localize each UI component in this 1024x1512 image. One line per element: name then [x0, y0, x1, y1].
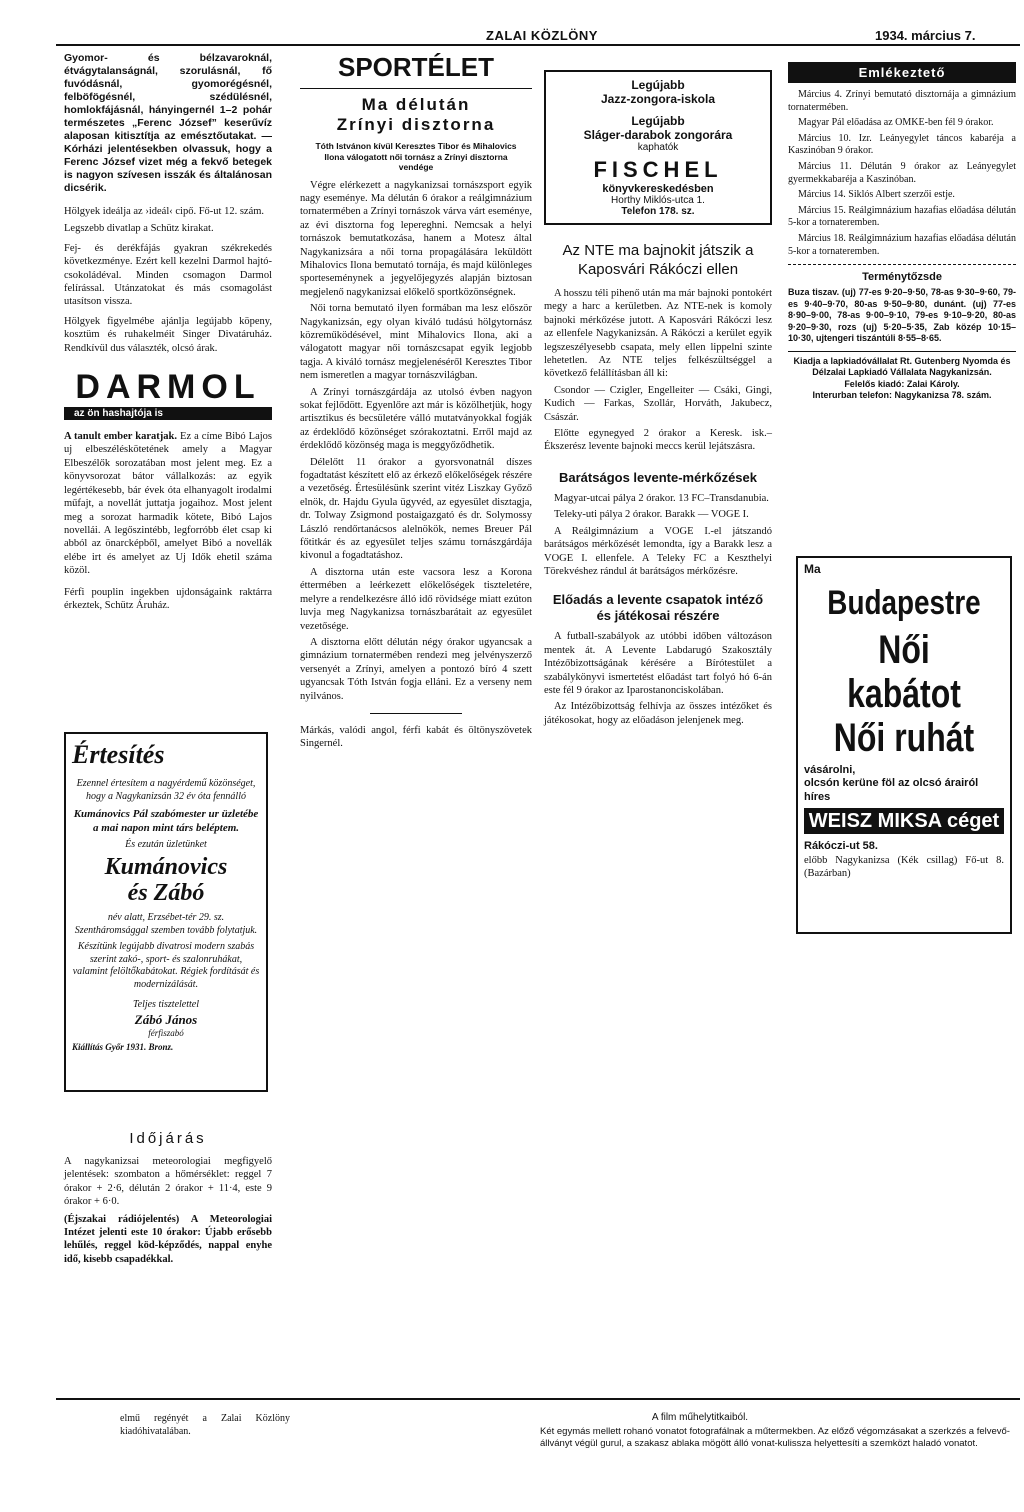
termeny-rule	[788, 351, 1016, 352]
sport-divider	[370, 713, 462, 714]
ad-ferenc-jozsef: Gyomor- és bélzavaroknál, étvágytalanságnál, szorulásnál, fő fuvódásnál, gyomorégésnél, felböfögésnél, szédülésnél, homlokfájásnál, hányingernél 1–2 pohár természetes „Ferenc József” keserűvíz alaposan kitisztítja az emésztőutakat. — Kórházi jelentésekben olvassuk, hogy a Ferenc József vizet még a fekvő betegek is nagyon szívesen isszák és általánosan dicsérik.	[64, 52, 272, 194]
weather-section	[64, 1130, 272, 1266]
nte-p1: A hosszu téli pihenő után ma már bajnoki pontokért megy a harc a kerületben. Az NTE-nek is komoly bajnoki mérkőzése jutott. A Kaposvári Rákóczi lesz az ellenfele Nagykanizsán. A Rákóczi a kerület egyik legszeszélyesebb csapata, mely ellen lippelni szinte lehetetlen. Az NTE teljes felkészültséggel a következő felállításban áll ki:	[544, 288, 772, 380]
nte-p2: Csondor — Czigler, Engelleiter — Csáki, Gingi, Kudich — Farkas, Szollár, Horváth, Jakubecz, Császár.	[544, 384, 772, 423]
barat-p2: Teleky-uti pálya 2 órakor. Barakk — VOGE I.	[554, 509, 749, 521]
notice-signer-title: férfiszabó	[148, 1028, 184, 1038]
weisz-vasarol: vásárolni,	[804, 764, 856, 776]
ad-singer: Hölgyek figyelmébe ajánlja legújabb köpeny, kosztüm és ruhakelméit Singer Divatáruház. Rendkívül dus választék, olcsó árak.	[64, 315, 272, 354]
masthead-rule	[56, 44, 1020, 46]
termeny-title: Terménytőzsde	[862, 271, 942, 284]
sport-headline-1: Ma délután	[361, 95, 471, 114]
weisz-ma: Ma	[804, 562, 821, 576]
bibo-text: Ez a címe Bibó Lajos uj elbeszéléskötetének amely a Magyar Elbeszélők sorozatában most jelent meg. Ez a könyvsorozat bátor vállalkozás: az egyik legértékesebb, bár évek óta elhanyagolt irodalmi műfajt, a novellát juttatja jogaihoz. Most jelent meg a sorozat harmadik kötete, Bibó Lajos novellái. A legőszintébb, legforróbb élet csap ki abból az önarcképből, amelyet Bibó a novellák elébe irt és amelyet az Uj Idők ehetil száma közöl.	[64, 431, 273, 577]
fischel-line-6: könyvkereskedésben	[602, 183, 714, 195]
sport-p2: Női torna bemutató ilyen formában ma lesz először Nagykanizsán, egy olyan kiváló tudású hölgytornász közreműködésével, mint Mihalovics Ilona, aki a válogatott magyar női tornászcsapat egyik legjobb tagja. A kiváló tornász megjelenéséről Keresztes Tibor nem ismeretlen a magyar tornászvilágban.	[300, 303, 532, 382]
darmol-logo: DARMOL	[75, 368, 261, 407]
ad-markas: Márkás, valódi angol, férfi kabát és öltönyszövetek Singernél.	[300, 724, 532, 750]
emlekezteto-item: Március 18. Reálgimnázium hazafias előadása délután 5-kor a tornateremben.	[788, 232, 1016, 257]
kiadja-line-3: Interurban telefon: Nagykanizsa 78. szám.	[812, 390, 992, 401]
emlekezteto-rule	[788, 264, 1016, 265]
column-sport	[300, 52, 532, 751]
notice-p2: Kumánovics Pál szabómester ur üzletébe a mai napon mint társ beléptem.	[73, 808, 259, 834]
emlekezteto-item: Magyar Pál előadása az OMKE-ben fél 9 órakor.	[798, 117, 994, 129]
column-1	[64, 52, 272, 612]
eloadas-p1: A futball-szabályok az utóbbi időben változáson mentek át. A Levente Labdarugó Szakosztály Intézőbizottságának kérésére a Bírótestület a szabálykönyvi ismertetést előadást tart folyó hó 6-án este fél 9 órakor az Iparostanonciskolában.	[544, 631, 772, 696]
fischel-line-4: Sláger-darabok zongorára	[583, 128, 733, 142]
emlekezteto-title: Emlékeztető	[788, 62, 1016, 83]
notice-p3: És ezután üzletünket	[125, 839, 207, 850]
weisz-firm: WEISZ MIKSA céget	[804, 808, 1004, 834]
fischel-line-1: Legújabb	[631, 78, 685, 92]
bottom-rule	[56, 1398, 1020, 1400]
bottom-left-text: elmű regényét a Zalai Közlöny kiadóhivatalában.	[120, 1413, 290, 1437]
sport-p3: A Zrínyi tornászgárdája az utolsó évben nagyon sokat fejlődött. Egyenlőre azt már is közölhetjük, hogy artisztikus és becsületére válló mutatványokkal fogják az érdeklődő közönséget szórakoztatni. Erről majd az érdeklődő közönség maga is meggyőződhetik.	[300, 386, 532, 452]
notice-title: Értesítés	[72, 740, 165, 769]
nte-p3: Előtte egynegyed 2 órakor a Keresk. isk.–Ékszerész levente bajnoki meccs kerül lejátszásra.	[544, 428, 772, 453]
notice-firm-1: Kumánovics	[104, 854, 228, 880]
weisz-miksa-ad	[796, 556, 1012, 934]
weisz-mid: olcsón kerüne föl az olcsó árairól híres	[804, 777, 979, 803]
barat-p3: A Reálgimnázium a VOGE I.-el játszandó barátságos mérkőzését lemondta, így a Barakk lesz a VOGE I. ellenfele. A Teleky FC a Keszthelyi Törekvéshez rándul át barátságos mérkőzésre.	[544, 525, 772, 577]
ad-ideal-cipo: Hölgyek ideálja az ›ideál‹ cipő. Fő-ut 12. szám.	[64, 206, 265, 217]
paper-name: ZALAI KÖZLÖNY	[486, 28, 598, 43]
bibo-lead: A tanult ember karatjak.	[64, 431, 177, 443]
fischel-logo: FISCHEL	[593, 157, 723, 182]
sport-subhead: Tóth Istvánon kívül Keresztes Tibor és Mihalovics Ilona válogatott női tornász a Zrínyi disztorna vendége	[315, 141, 517, 172]
notice-footer: Kiállítás Győr 1931. Bronz.	[72, 1042, 174, 1052]
barat-p1: Magyar-utcai pálya 2 órakor. 13 FC–Transdanubia.	[554, 492, 769, 504]
eloadas-p2: Az Intézőbizottság felhívja az összes intézőket és játékosokat, hogy az előadáson jelenjenek meg.	[544, 701, 772, 726]
notice-firm-2: és Zábó	[127, 880, 205, 906]
emlekezteto-item: Március 10. Izr. Leányegylet táncos kabaréja a Kaszinóban 9 órakor.	[788, 132, 1016, 157]
fischel-line-5: kaphatók	[637, 142, 679, 153]
ad-poplin: Férfi pouplin ingekben ujdonságaink raktárra érkeztek, Schütz Áruház.	[64, 586, 272, 611]
sport-headline-2: Zrínyi disztorna	[336, 115, 496, 134]
weisz-prev: előbb Nagykanizsa (Kék csillag) Fő-ut 8. (Bazárban)	[804, 855, 1004, 880]
emlekezteto-item: Március 15. Reálgimnázium hazafias előadása délután 5-kor a tornateremben.	[788, 204, 1016, 229]
notice-p1: Ezennel értesítem a nagyérdemű közönséget, hogy a Nagykanizsán 32 év óta fennálló	[76, 778, 256, 802]
notice-signer: Zábó János	[134, 1012, 198, 1027]
emlekezteto-item: Március 14. Siklós Albert szerzői estje.	[798, 189, 955, 201]
sport-rule	[300, 88, 532, 89]
darmol-tagline: az ön hashajtója is	[64, 407, 272, 420]
emlekezteto-item: Március 4. Zrínyi bemutató disztornája a gimnázium tornatermében.	[788, 89, 1016, 113]
sport-p6: A disztorna előtt délután négy órakor ugyancsak a gimnázium tornatermében rendezi meg jelvényszerző versenyét a Zrínyi, amelyen a pontozó bíró 4 szett ugyancsak Tóth István fogja elláni. Ez a verseny nem nyilvános.	[300, 636, 532, 702]
fischel-telephone: Telefon 178. sz.	[621, 206, 695, 217]
notice-p4: név alatt, Erzsébet-tér 29. sz. Szentháromsággal szemben tovább folytatjuk.	[74, 912, 258, 936]
termeny-text: Buza tiszav. (uj) 77-es 9·20–9·50, 78-as 9·30–9·60, 79-es 9·40–9·70, 80-as 9·50–9·80, dunánt. (uj) 77-es 8·90–9·00, 78-as 9·00–9·10, 79-es 9·10–9·20, 80-as 9·20–9·30, rozs (uj) 5·20–5·35, Zab közép 10·15–10·30, ujtengeri tiszántúli 8·55–8·65.	[788, 287, 1016, 344]
emlekezteto-item: Március 11. Délután 9 órakor az Leányegylet gyermekkabaréja a Kaszinóban.	[788, 160, 1016, 185]
emlekezteto-list	[788, 89, 1016, 258]
weisz-address: Rákóczi-ut 58.	[804, 840, 878, 852]
kiadja-line-1: Kiadja a lapkiadóvállalat Rt. Gutenberg Nyomda és Délzalai Lapkiadó Vállalata Nagykanizsán.	[793, 355, 1011, 378]
film-title: A film műhelytitkaiból.	[651, 1412, 749, 1423]
column-3	[544, 70, 772, 730]
weather-title: Időjárás	[129, 1130, 207, 1147]
barat-headline: Barátságos levente-mérkőzések	[559, 469, 757, 485]
sport-p5: A disztorna után este vacsora lesz a Korona éttermében a leérkezett előkelőségek tiszteletére, melyre a rendelkezésre álló idő rövidsége miatt ezúton luvja meg Nagykanizsa tornászbarátait az egyesület vezetősége.	[300, 566, 532, 632]
sport-p1: Végre elérkezett a nagykanizsai tornászsport egyik nagy eseménye. Ma délután 6 órakor a reálgimnázium tornatermében a Zrínyi tornászok várva várt eseménye, az évi disztorna fog lepereghni. Nemcsak a helyi tornászok bemutatkozása, hanem a Motesz által Nagykanizsára a női torna propagálására leküldött Mihalovics Ilona bemutató tornája, és majd különleges sporteseménynek a jegyelőjegyzés alapján biztosan megjelenő nagykanizsai előkelő sportközönségnek.	[300, 179, 532, 298]
column-4	[788, 62, 1016, 402]
film-text: Két egymás mellett rohanó vonatot fotografálnak a műtermekben. Az előző végomzásakat a szerkzés a felvevő-állványt végül gurul, a szakasz ablaka mögött álló vonat-kulissza helyettesíti a szemközt haladó vonatot.	[540, 1426, 1010, 1449]
fischel-ad	[544, 70, 772, 225]
fischel-line-3: Legújabb	[631, 114, 685, 128]
notice-closing: Teljes tisztelettel	[132, 999, 199, 1010]
ad-schutz-divatlap: Legszebb divatlap a Schütz kirakat.	[64, 223, 214, 235]
fischel-line-2: Jazz-zongora-iskola	[600, 92, 716, 106]
weisz-big-2: Női ruhát	[833, 716, 975, 760]
fischel-address: Horthy Miklós-utca 1.	[611, 195, 705, 206]
kiadja-line-2: Felelős kiadó: Zalai Károly.	[844, 378, 960, 389]
issue-date: 1934. március 7.	[875, 28, 976, 43]
nte-headline: Az NTE ma bajnokit játszik a Kaposvári Rákóczi ellen	[562, 242, 754, 278]
sport-p4: Délelőtt 11 órakor a gyorsvonatnál díszes fogadtatást készített elő az érkező előkelőségek részére a vezetőség. Értesülésünk szerint vitéz Liszkay Győző elnök, dr. Hajdu Gyula ügyvéd, az egyesület disztagja, dr. Tolway Zsigmond postaigazgató és dr. Solymossy László rendőrtanácsos alelnökök, nemes Breuer Pál főtitkár és az egyesület teljes számu tornászgárdája kivonul a fogadtatáshoz.	[300, 456, 532, 562]
eloadas-headline: Előadás a levente csapatok intéző és játékosai részére	[552, 592, 764, 624]
ad-darmol-text: Fej- és derékfájás gyakran székrekedés következménye. Ezért kell kezelni Darmol hajtó-csokoládéval. Minden csomagon Darmol felírással. Utánzatokat és más csomagolást utasítson vissza.	[64, 242, 272, 308]
weisz-city: Budapestre	[827, 584, 981, 622]
weather-forecast: (Éjszakai rádiójelentés) A Meteorologiai Intézet jelenti este 10 órakor: Újabb erősebb lehűlés, reggel köd-képződés, nappal enyhe idő, kisebb csapadékkal.	[64, 1213, 272, 1265]
weather-text: A nagykanizsai meteorologiai megfigyelő jelentések: szombaton a hőmérséklet: reggel 7 órakor + 2·6, délután 2 órakor + 11·4, este 9 órakor + 6·0.	[64, 1156, 272, 1208]
notice-p5: Készítünk legújabb divatrosi modern szabás szerint zakó-, sport- és szalonruhákat, valamint felöltőkabátokat. Régiek fordítását és modernizálását.	[72, 941, 260, 990]
sport-section-title: SPORTÉLET	[337, 52, 494, 82]
weisz-big-1: Női kabátot	[847, 628, 961, 716]
notice-box	[64, 732, 268, 1092]
